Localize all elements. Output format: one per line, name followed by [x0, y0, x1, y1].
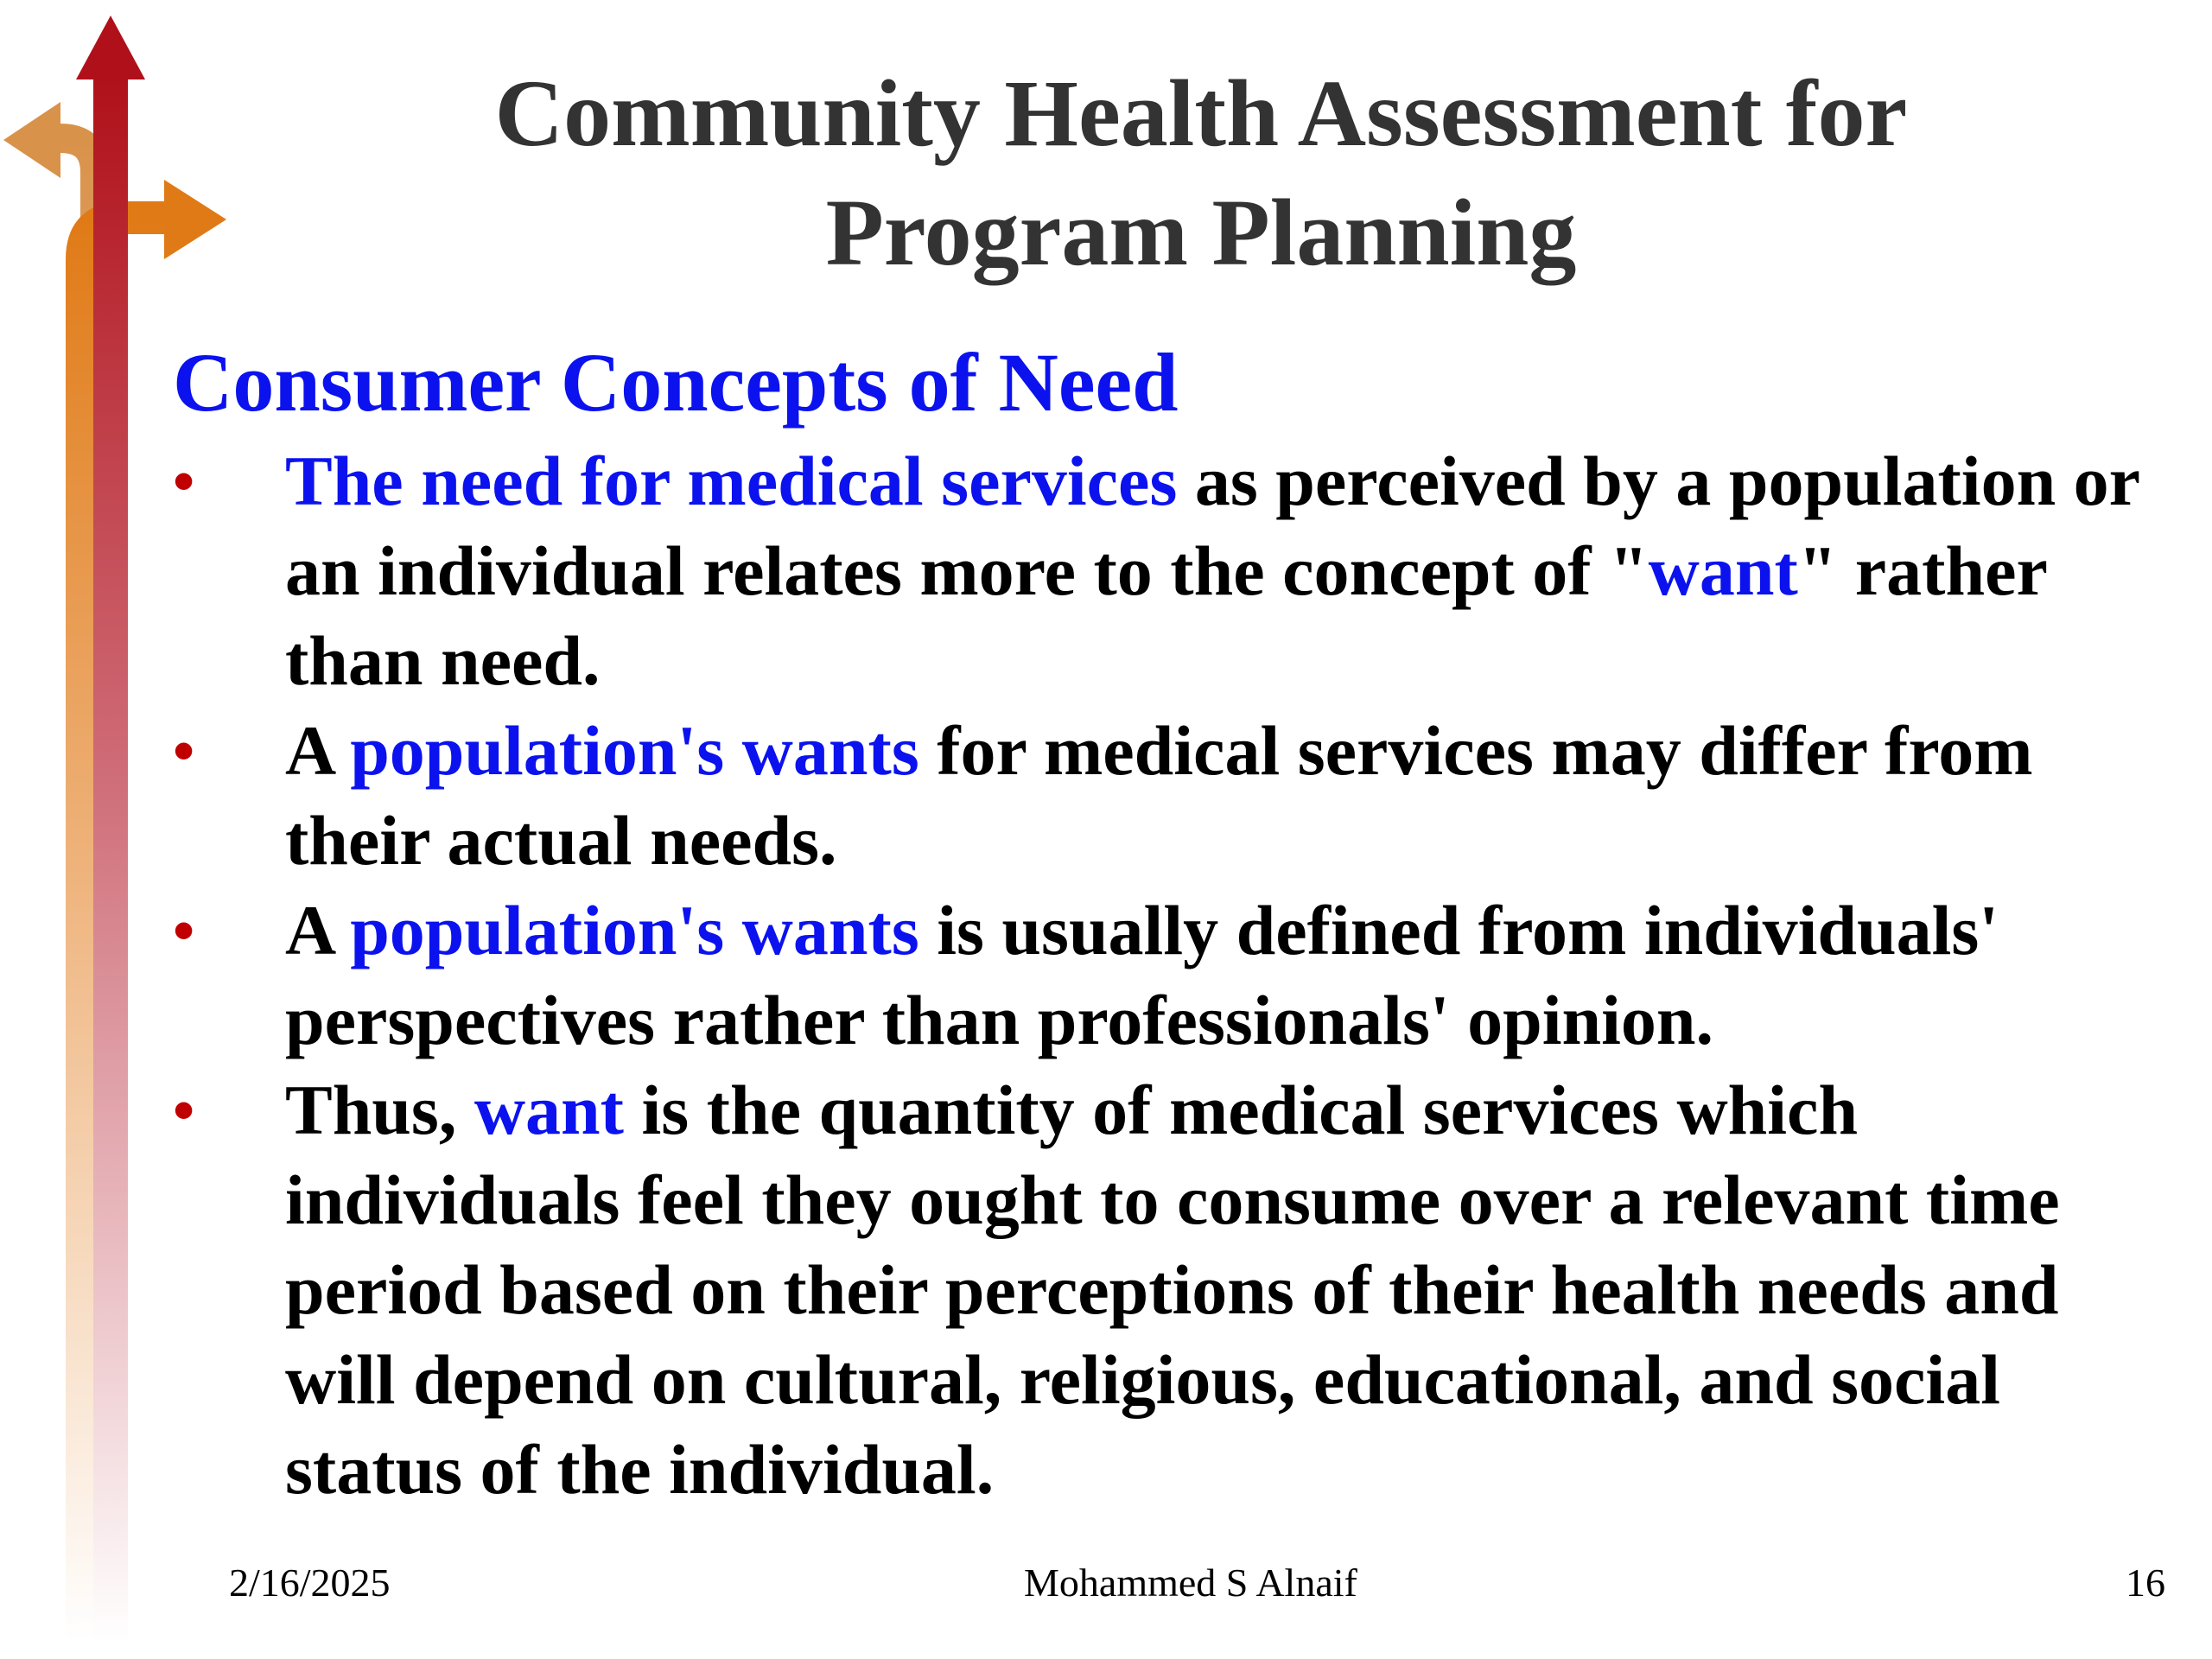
bullet-list: [173, 436, 2160, 1515]
bullet-marker: •: [173, 447, 195, 516]
body-text: " rather than need.: [285, 531, 2047, 700]
title-line-2: Program Planning: [825, 180, 1577, 285]
highlighted-text: population's wants: [350, 711, 919, 790]
highlighted-text: want: [1648, 531, 1798, 610]
body-text: as perceived by a population or an individual relates more to the concept of ": [285, 442, 2139, 610]
highlighted-text: The need for medical services: [285, 442, 1178, 520]
footer-date: 2/16/2025: [229, 1560, 391, 1605]
body-text: A: [285, 711, 351, 790]
body-text: A: [285, 891, 351, 969]
highlighted-text: population's wants: [350, 891, 919, 969]
slide-title: [259, 54, 2143, 292]
body-text: Thus,: [285, 1071, 474, 1149]
body-text: is usually defined from individuals' perspectives rather than professionals' opinion.: [285, 891, 1999, 1059]
section-heading: Consumer Concepts of Need: [173, 336, 1179, 429]
bullet-marker: •: [173, 716, 195, 785]
body-text: is the quantity of medical services which individuals feel they ought to consume over a relevant time period based on their perceptions of their health needs and will depend on cultural, religious, educational, and social status of the individual.: [285, 1071, 2060, 1509]
title-line-1: Community Health Assessment for: [494, 60, 1908, 166]
highlighted-text: want: [474, 1071, 624, 1149]
body-text: for medical services may differ from their actual needs.: [285, 711, 2033, 880]
bullet-marker: •: [173, 896, 195, 965]
list-item: [173, 436, 2160, 706]
list-item: [173, 886, 2160, 1065]
footer-author: Mohammed S Alnaif: [1024, 1560, 1357, 1605]
bullet-marker: •: [173, 1076, 195, 1145]
list-item: [173, 1065, 2160, 1515]
slide-number: 16: [2126, 1560, 2165, 1605]
list-item: [173, 706, 2160, 886]
